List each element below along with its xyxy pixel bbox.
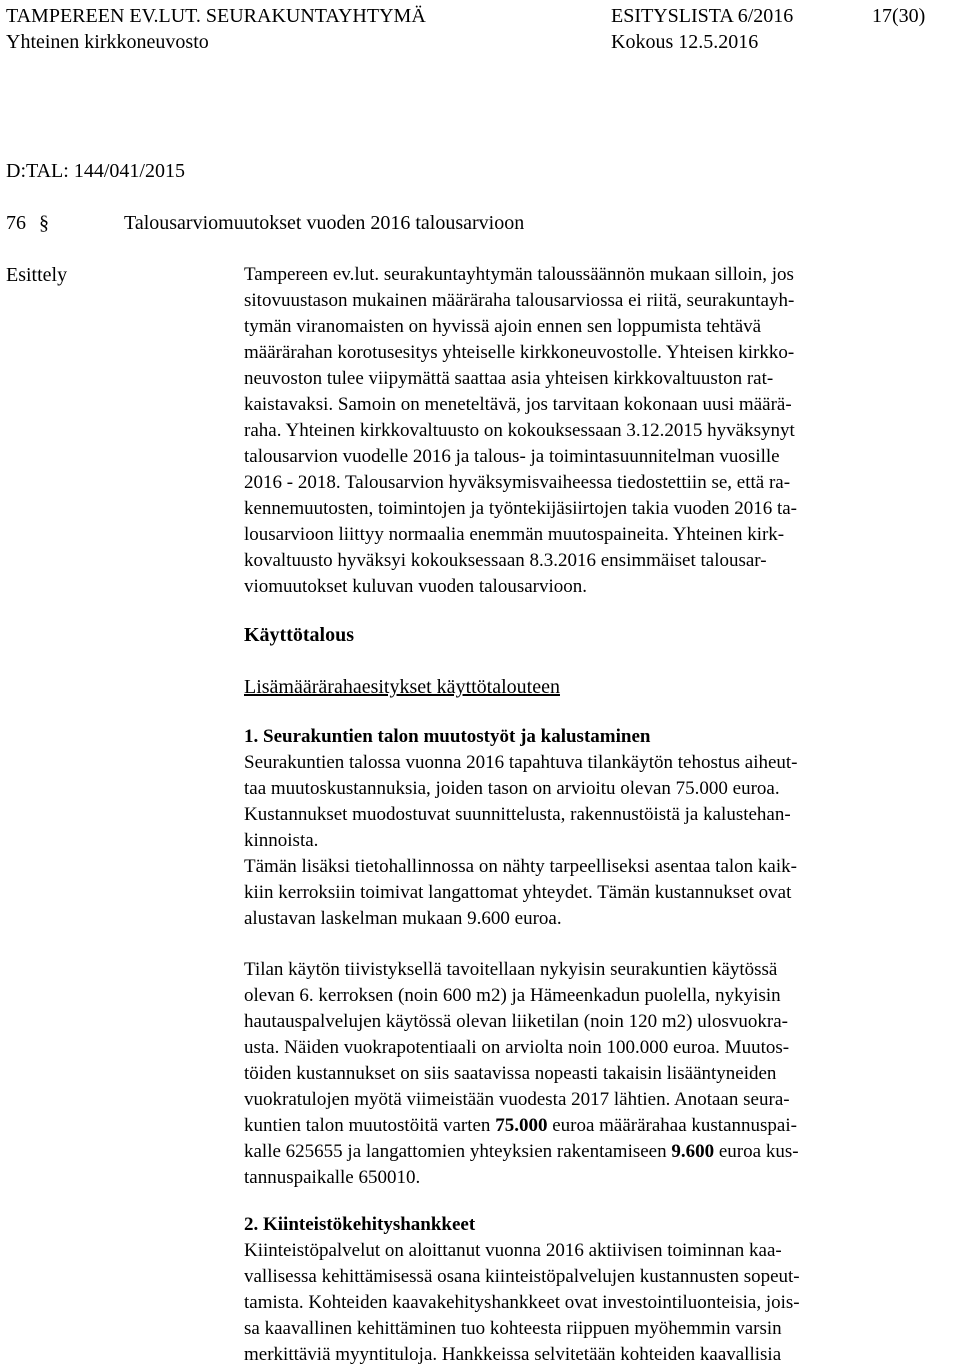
text-line: Seurakuntien talossa vuonna 2016 tapahtuva tilankäytön tehostus aiheut-: [244, 752, 798, 773]
text-line: tannuspaikalle 650010.: [244, 1167, 421, 1188]
text-segment: kalle 625655 ja langattomien yhteyksien rakentamiseen: [244, 1141, 672, 1162]
text-line: viomuutokset kuluvan vuoden talousarvioon.: [244, 576, 588, 597]
item1-block: [244, 724, 934, 932]
text-line: määrärahan korotusesitys yhteiselle kirkkoneuvostolle. Yhteisen kirkko-: [244, 342, 795, 363]
item2-block: [244, 1212, 934, 1368]
section-heading: Käyttötalous: [244, 624, 354, 646]
item-number: [6, 210, 49, 236]
text-line-with-amount: [244, 1113, 934, 1139]
subsection-heading: Lisämäärärahaesitykset käyttötalouteen: [244, 676, 560, 698]
text-line: taa muutoskustannuksia, joiden tason on arvioitu olevan 75.000 euroa.: [244, 778, 780, 799]
header-meeting-date: Kokous 12.5.2016: [611, 31, 759, 53]
item-title: Talousarviomuutokset vuoden 2016 talousarvioon: [124, 212, 525, 234]
text-line: Tämän lisäksi tietohallinnossa on nähty tarpeelliseksi asentaa talon kaik-: [244, 856, 797, 877]
item2-title: 2. Kiinteistökehityshankkeet: [244, 1214, 476, 1235]
text-line: 2016 - 2018. Talousarvion hyväksymisvaiheessa tiedostettiin se, että ra-: [244, 472, 791, 493]
text-line: kaistavaksi. Samoin on meneteltävä, jos tarvitaan kokonaan uusi määrä-: [244, 394, 792, 415]
text-line: kiin kerroksiin toimivat langattomat yhteydet. Tämän kustannukset ovat: [244, 882, 792, 903]
text-line: raha. Yhteinen kirkkovaltuusto on kokouksessaan 3.12.2015 hyväksynyt: [244, 420, 795, 441]
text-line: Kiinteistöpalvelut on aloittanut vuonna 2016 aktiivisen toiminnan kaa-: [244, 1240, 782, 1261]
text-line: Tilan käytön tiivistyksellä tavoitellaan nykyisin seurakuntien käytössä: [244, 959, 778, 980]
text-line: olevan 6. kerroksen (noin 600 m2) ja Hämeenkadun puolella, nykyisin: [244, 985, 781, 1006]
item1-title: 1. Seurakuntien talon muutostyöt ja kalustaminen: [244, 726, 651, 747]
text-line: sa kaavallinen kehittäminen tuo kohteesta riippuen myöhemmin varsin: [244, 1318, 782, 1339]
header-body-name: Yhteinen kirkkoneuvosto: [6, 31, 209, 53]
amount-bold: 9.600: [671, 1141, 715, 1162]
text-line-with-amount: [244, 1139, 934, 1165]
text-line: usta. Näiden vuokrapotentiaali on arviolta noin 100.000 euroa. Muutos-: [244, 1037, 790, 1058]
text-segment: kuntien talon muutostöitä varten: [244, 1115, 496, 1136]
text-line: Tampereen ev.lut. seurakuntayhtymän taloussäännön mukaan silloin, jos: [244, 264, 794, 285]
text-line: sitovuustason mukainen määräraha talousarviossa ei riitä, seurakuntayh-: [244, 290, 795, 311]
text-line: vallisessa kehittämisessä osana kiinteistöpalvelujen kustannusten sopeut-: [244, 1266, 800, 1287]
text-line: vuokratulojen myötä viimeistään vuodesta 2017 lähtien. Anotaan seura-: [244, 1089, 790, 1110]
item1-paragraph-2: [244, 957, 934, 1191]
amount-bold: 75.000: [495, 1115, 548, 1136]
text-segment: euroa kus-: [714, 1141, 799, 1162]
diary-number: D:TAL: 144/041/2015: [6, 160, 185, 182]
text-line: merkittäviä myyntituloja. Hankkeissa selvitetään kohteiden kaavallisia: [244, 1344, 782, 1365]
text-segment: euroa määrärahaa kustannuspai-: [547, 1115, 797, 1136]
text-line: kovaltuusto hyväksyi kokouksessaan 8.3.2016 ensimmäiset talousar-: [244, 550, 767, 571]
header-list-number: ESITYSLISTA 6/2016: [611, 5, 794, 27]
text-line: töiden kustannukset on siis saatavissa nopeasti takaisin lisääntyneiden: [244, 1063, 777, 1084]
header-page-number: 17(30): [872, 5, 926, 27]
text-line: lousarvioon liittyy normaalia enemmän muutospaineita. Yhteinen kirk-: [244, 524, 785, 545]
text-line: tamista. Kohteiden kaavakehityshankkeet ovat investointiluonteisia, jois-: [244, 1292, 800, 1313]
text-line: talousarvion vuodelle 2016 ja talous- ja toimintasuunnitelman vuosille: [244, 446, 780, 467]
text-line: tymän viranomaisten on hyvissä ajoin ennen sen loppumista tehtävä: [244, 316, 762, 337]
header-org: TAMPEREEN EV.LUT. SEURAKUNTAYHTYMÄ: [6, 5, 426, 27]
text-line: neuvoston tulee viipymättä saattaa asia yhteisen kirkkovaltuuston rat-: [244, 368, 774, 389]
intro-paragraph: [244, 262, 934, 600]
text-line: kinnoista.: [244, 830, 319, 851]
text-line: Kustannukset muodostuvat suunnittelusta, rakennustöistä ja kalustehan-: [244, 804, 791, 825]
text-line: alustavan laskelman mukaan 9.600 euroa.: [244, 908, 562, 929]
text-line: kennemuutosten, toimintojen ja työntekijäsiirtojen takia vuoden 2016 ta-: [244, 498, 797, 519]
text-line: hautauspalvelujen käytössä olevan liiketilan (noin 120 m2) ulosvuokra-: [244, 1011, 789, 1032]
section-sign: §: [39, 212, 49, 234]
item-number-value: 76: [6, 212, 26, 234]
presenter-label: Esittely: [6, 264, 68, 286]
